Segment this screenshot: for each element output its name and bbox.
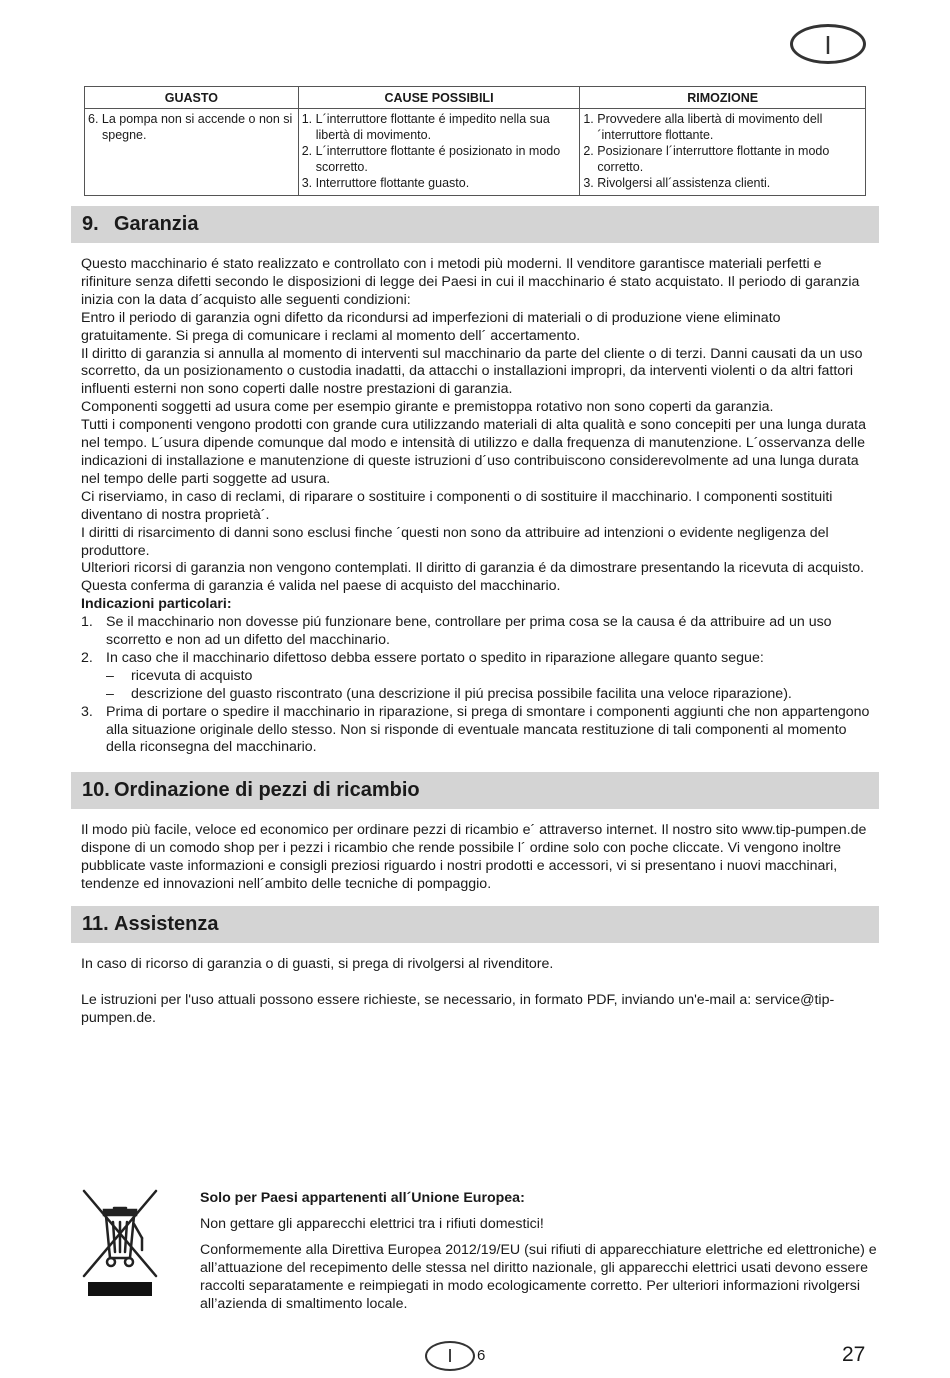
note-number: 1. — [81, 614, 93, 631]
notes-list — [81, 614, 871, 757]
language-badge-letter: I — [824, 30, 832, 60]
header-remedies: RIMOZIONE — [580, 87, 866, 109]
remedy-item: 1. Provvedere alla libertà di movimento dell´interruttore flottante. — [583, 112, 823, 142]
fault-cell — [85, 109, 299, 196]
warranty-body — [81, 256, 871, 757]
cause-item: 1. L´interruttore flottante é impedito nella sua libertà di movimento. — [301, 112, 550, 142]
language-badge — [790, 24, 866, 64]
warranty-paragraph: Ulteriori ricorsi di garanzia non vengono contemplati. Il diritto di garanzia é da dimostrare presentando la ricevuta di acquisto. Questa conferma di garanzia é valida nel paese di acquisto del macchinario. — [81, 560, 865, 595]
page-number: 27 — [842, 1343, 866, 1366]
causes-cell — [298, 109, 580, 196]
note-text: Prima di portare o spedire il macchinario in riparazione, si prega di smontare i componenti aggiunti che non appartengono alla situazione originale dello stesso. Non si risponde di eventuale mancata restituzione di tali componenti al momento della riconsegna del macchinario. — [106, 703, 870, 756]
note-text: Se il macchinario non dovesse piú funzionare bene, controllare per prima cosa se la causa é da attribuire ad un uso scorretto e non ad un difetto del macchinario. — [106, 614, 832, 649]
list-item — [81, 650, 871, 704]
section-number: 10. — [82, 779, 110, 801]
note-text: In caso che il macchinario difettoso debba essere portato o spedito in riparazione allegare quanto segue: — [106, 649, 764, 666]
section-number: 9. — [82, 213, 99, 235]
remedies-cell — [580, 109, 866, 196]
section-number: 11. — [82, 913, 109, 935]
section-title: Assistenza — [114, 913, 219, 935]
remedy-item: 3. Rivolgersi all´assistenza clienti. — [583, 176, 771, 190]
weee-notice — [200, 1190, 880, 1321]
weee-paragraph: Conformemente alla Direttiva Europea 2012/19/EU (sui rifiuti di apparecchiature elettriche ed elettroniche) e all’attuazione del recepimento delle stessa nel diritto nazionale, gli apparecchi elettrici usati devono essere raccolti separatamente e reimpiegati in modo ecologicamente corretto. Per ulteriori informazioni rivolgersi all’azienda di smaltimento locale. — [200, 1241, 877, 1312]
section-heading-warranty — [71, 206, 879, 243]
spare-parts-paragraph: Il modo più facile, veloce ed economico per ordinare pezzi di ricambio e´ attraverso internet. Il nostro sito www.tip-pumpen.de dispone di un comodo shop per i pezzi i ricambio che rende possibile l´ ordine solo con poche cliccate. Vi vengono inoltre pubblicate vaste informazioni e consigli preziosi riguardo i nostri prodotti e accessori, vi si presentano i nuovi macchinari, tendenze ed innovazioni nell´ambito delle tecniche di pompaggio. — [81, 822, 867, 892]
header-fault: GUASTO — [85, 87, 299, 109]
header-causes: CAUSE POSSIBILI — [298, 87, 580, 109]
warranty-paragraph: Entro il periodo di garanzia ogni difetto da ricondursi ad imperfezioni di materiali o di produzione viene eliminato gratuitamente. Si prega di comunicare i reclami al momento dell´ accertamento. — [81, 309, 781, 344]
note-sublist — [106, 668, 871, 704]
section-title: Garanzia — [114, 213, 199, 235]
warranty-paragraph: Ci riserviamo, in caso di reclami, di riparare o sostituire i componenti o di sostituire il macchinario. I componenti sostituiti diventano di nostra proprietà´. — [81, 488, 833, 523]
weee-paragraph: Non gettare gli apparecchi elettrici tra i rifiuti domestici! — [200, 1215, 544, 1232]
troubleshooting-table — [84, 86, 866, 196]
footer-language-badge — [425, 1341, 475, 1371]
section-title: Ordinazione di pezzi di ricambio — [114, 779, 420, 801]
footer-badge-letter: I — [447, 1346, 453, 1366]
section-heading-service — [71, 906, 879, 943]
table-header-row — [85, 87, 866, 109]
fault-text: 6. La pompa non si accende o non si spegne. — [88, 112, 293, 142]
warranty-paragraph: Il diritto di garanzia si annulla al momento di interventi sul macchinario da parte del cliente o di terzi. Danni causati da un uso scorretto, da un posizionamento o custodia inadatti, da attacchi o installazioni impropri, da interventi violenti o da altri fattori influenti esterni non sono coperti dalle nostre prestazioni di garanzia. — [81, 345, 863, 398]
sublist-item: – ricevuta di acquisto — [106, 668, 871, 686]
note-number: 3. — [81, 703, 93, 720]
cause-item: 2. L´interruttore flottante é posizionato in modo scorretto. — [301, 144, 561, 174]
list-item — [81, 704, 871, 758]
service-paragraph: In caso di ricorso di garanzia o di guasti, si prega di rivolgersi al rivenditore. — [81, 956, 554, 972]
spare-parts-body — [81, 822, 871, 894]
cause-item: 3. Interruttore flottante guasto. — [301, 176, 470, 190]
table-row — [85, 109, 866, 196]
warranty-paragraph: Componenti soggetti ad usura come per esempio girante e premistoppa rotativo non sono coperti da garanzia. — [81, 399, 774, 416]
warranty-paragraph: Tutti i componenti vengono prodotti con grande cura utilizzando materiali di alta qualità e sono concepiti per una lunga durata nel tempo. L´usura dipende comunque dal modo e intensità di utilizzo e dalla frequenza di manutenzione. L´osservanza delle indicazioni di installazione e manutenzione di queste istruzioni d´uso contribuiscono considerevolmente ad una lunga durata nel tempo delle parti soggette ad usura. — [81, 417, 867, 487]
weee-title: Solo per Paesi appartenenti all´Unione Europea: — [200, 1190, 525, 1206]
crossed-bin-icon — [82, 1188, 158, 1298]
sublist-item: – descrizione del guasto riscontrato (una descrizione il piú precisa possibile facilita una veloce riparazione). — [106, 686, 871, 704]
warranty-paragraph: I diritti di risarcimento di danni sono esclusi finche ´questi non sono da attribuire ad intenzioni o evidente negligenza del produttore. — [81, 524, 829, 559]
service-body — [81, 956, 871, 1028]
notes-title: Indicazioni particolari: — [81, 596, 232, 613]
warranty-paragraph: Questo macchinario é stato realizzato e controllato con i metodi più moderni. Il venditore garantisce materiali perfetti e rifiniture senza difetti secondo le disposizioni di legge dei Paesi in cui il macchinario é stato acquistato. Il periodo di garanzia inizia con la data d´acquisto alle seguenti condizioni: — [81, 256, 860, 308]
note-number: 2. — [81, 649, 93, 666]
list-item — [81, 614, 871, 650]
section-heading-spare-parts — [71, 772, 879, 809]
remedy-item: 2. Posizionare l´interruttore flottante in modo corretto. — [583, 144, 830, 174]
section-page-number: 6 — [477, 1347, 486, 1364]
service-paragraph: Le istruzioni per l'uso attuali possono essere richieste, se necessario, in formato PDF, inviando un'e-mail a: service@tip-pumpen.de. — [81, 991, 835, 1026]
